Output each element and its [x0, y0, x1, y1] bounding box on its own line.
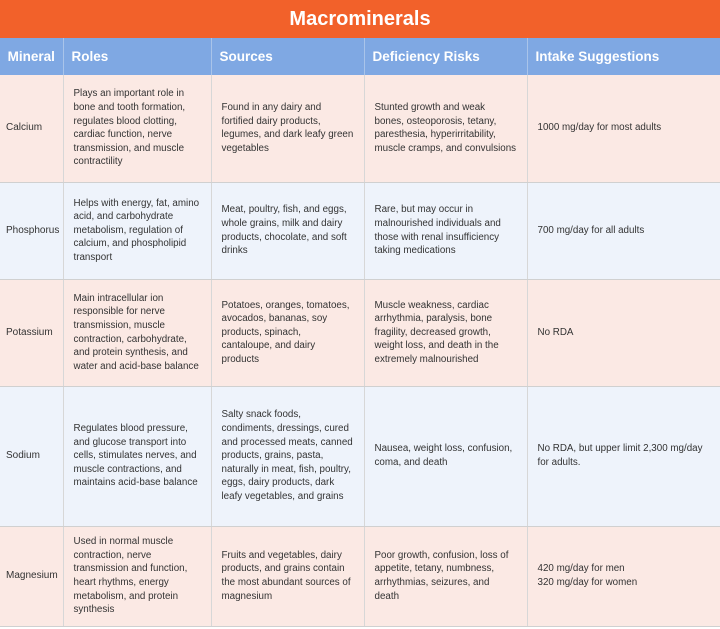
macrominerals-table — [0, 38, 720, 627]
intake-cell: 700 mg/day for all adults — [527, 182, 720, 279]
deficiency-cell: Poor growth, confusion, loss of appetite, tetany, numbness, arrhythmias, seizures, and death — [364, 526, 527, 626]
roles-cell: Main intracellular ion responsible for nerve transmission, muscle contraction, carbohydrate, and protein synthesis, and water and acid-base balance — [63, 279, 211, 386]
deficiency-cell: Rare, but may occur in malnourished individuals and those with renal insufficiency taking medications — [364, 182, 527, 279]
column-header-mineral: Mineral — [0, 38, 63, 75]
table-row — [0, 182, 720, 279]
sources-cell: Meat, poultry, fish, and eggs, whole grains, milk and dairy products, chocolate, and soft drinks — [211, 182, 364, 279]
roles-cell: Used in normal muscle contraction, nerve transmission and function, heart rhythms, energy metabolism, and protein synthesis — [63, 526, 211, 626]
column-header-sources: Sources — [211, 38, 364, 75]
mineral-cell: Sodium — [0, 386, 63, 526]
sources-cell: Fruits and vegetables, dairy products, and grains contain the most abundant sources of magnesium — [211, 526, 364, 626]
roles-cell: Regulates blood pressure, and glucose transport into cells, stimulates nerves, and muscle contractions, and maintains acid-base balance — [63, 386, 211, 526]
mineral-cell: Potassium — [0, 279, 63, 386]
table-row — [0, 526, 720, 626]
mineral-cell: Phosphorus — [0, 182, 63, 279]
roles-cell: Plays an important role in bone and tooth formation, regulates blood clotting, cardiac function, nerve transmission, and muscle contractility — [63, 75, 211, 182]
sources-cell: Salty snack foods, condiments, dressings, cured and processed meats, canned products, grains, pasta, naturally in meat, fish, poultry, eggs, dairy products, dark leafy vegetables, and grains — [211, 386, 364, 526]
deficiency-cell: Nausea, weight loss, confusion, coma, and death — [364, 386, 527, 526]
column-header-intake-suggestions: Intake Suggestions — [527, 38, 720, 75]
mineral-cell: Calcium — [0, 75, 63, 182]
sources-cell: Found in any dairy and fortified dairy products, legumes, and dark leafy green vegetables — [211, 75, 364, 182]
roles-cell: Helps with energy, fat, amino acid, and carbohydrate metabolism, regulation of calcium, and phospholipid transport — [63, 182, 211, 279]
table-row — [0, 279, 720, 386]
sources-cell: Potatoes, oranges, tomatoes, avocados, bananas, soy products, spinach, cantaloupe, and dairy products — [211, 279, 364, 386]
deficiency-cell: Stunted growth and weak bones, osteoporosis, tetany, paresthesia, hyperirritability, muscle cramps, and convulsions — [364, 75, 527, 182]
intake-cell: No RDA — [527, 279, 720, 386]
intake-cell: 1000 mg/day for most adults — [527, 75, 720, 182]
deficiency-cell: Muscle weakness, cardiac arrhythmia, paralysis, bone fragility, decreased growth, weight loss, and death in the extremely malnourished — [364, 279, 527, 386]
column-header-roles: Roles — [63, 38, 211, 75]
table-row — [0, 386, 720, 526]
intake-cell: No RDA, but upper limit 2,300 mg/day for adults. — [527, 386, 720, 526]
table-row — [0, 75, 720, 182]
page-title: Macrominerals — [0, 0, 720, 38]
intake-cell: 420 mg/day for men 320 mg/day for women — [527, 526, 720, 626]
column-header-deficiency-risks: Deficiency Risks — [364, 38, 527, 75]
table-header-row — [0, 38, 720, 75]
mineral-cell: Magnesium — [0, 526, 63, 626]
